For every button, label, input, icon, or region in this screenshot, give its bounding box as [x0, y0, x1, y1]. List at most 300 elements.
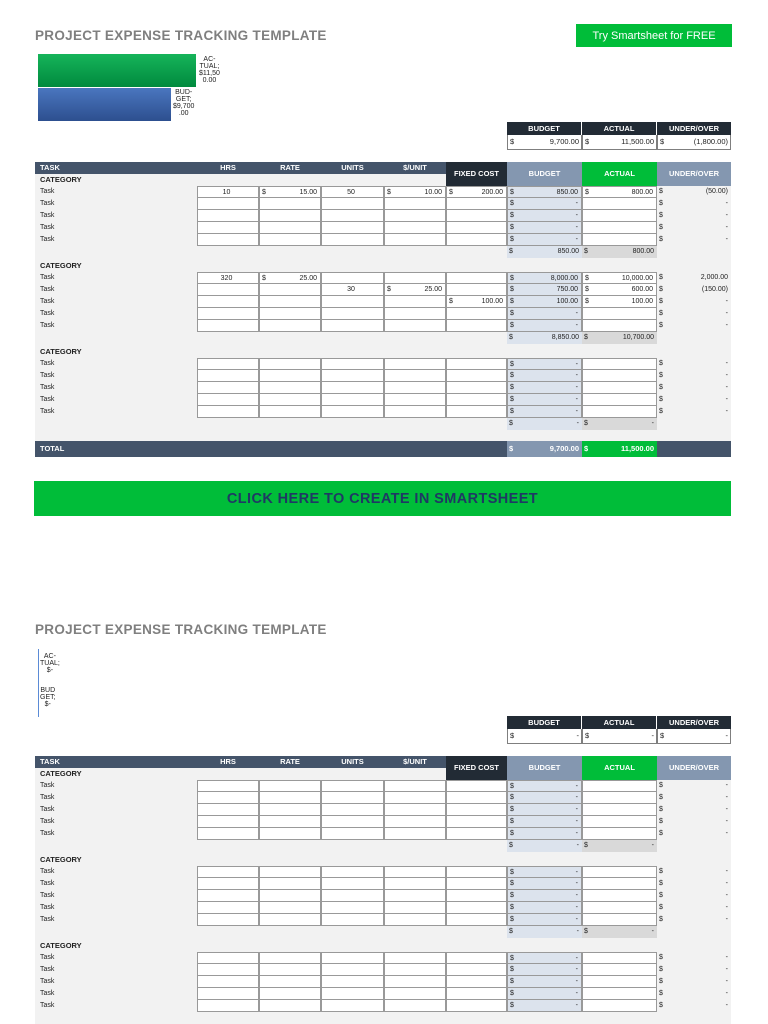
- unit-price-input[interactable]: [384, 382, 446, 394]
- units-input[interactable]: [321, 308, 384, 320]
- rate-input[interactable]: [259, 186, 321, 198]
- rate-input[interactable]: [259, 222, 321, 234]
- rate-input[interactable]: [259, 358, 321, 370]
- unit-price-input[interactable]: [384, 816, 446, 828]
- amount: -: [651, 928, 654, 935]
- table-row: [35, 394, 731, 406]
- amount: 9,700.00: [549, 444, 579, 453]
- currency-sign: $: [584, 248, 588, 255]
- currency-sign: $: [510, 224, 514, 231]
- page-title: PROJECT EXPENSE TRACKING TEMPLATE: [35, 28, 327, 43]
- expense-table: [35, 162, 731, 457]
- hrs-input[interactable]: [197, 358, 259, 370]
- under-over-cell: [657, 394, 731, 406]
- total-uo: [657, 441, 731, 457]
- hrs-input[interactable]: [197, 406, 259, 418]
- unit-price-input[interactable]: [384, 272, 446, 284]
- currency-sign: $: [659, 782, 663, 789]
- units-input[interactable]: [321, 222, 384, 234]
- fixed-cost-input[interactable]: [446, 902, 507, 914]
- fixed-cost-input[interactable]: [446, 866, 507, 878]
- rate-input[interactable]: [259, 828, 321, 840]
- rate-header: RATE: [259, 162, 321, 174]
- units-input[interactable]: [321, 792, 384, 804]
- table-row: [35, 296, 731, 308]
- units-input[interactable]: [321, 828, 384, 840]
- table-row: [35, 780, 731, 792]
- actual-input[interactable]: [582, 210, 657, 222]
- currency-sign: $: [659, 794, 663, 801]
- under-over-cell: [657, 210, 731, 222]
- units-input[interactable]: 30: [321, 284, 384, 296]
- fixed-cost-input[interactable]: [446, 186, 507, 198]
- rate-input[interactable]: [259, 914, 321, 926]
- hrs-input[interactable]: [197, 1000, 259, 1012]
- units-input[interactable]: [321, 914, 384, 926]
- unit-price-input[interactable]: [384, 222, 446, 234]
- fixed-cost-input[interactable]: [446, 816, 507, 828]
- hrs-input[interactable]: [197, 234, 259, 246]
- amount: -: [725, 200, 728, 207]
- fixed-cost-input[interactable]: [446, 358, 507, 370]
- currency-sign: $: [262, 275, 266, 282]
- amount: 10,000.00: [621, 275, 653, 282]
- actual-input[interactable]: [582, 394, 657, 406]
- subtotal-row: [35, 246, 731, 258]
- under-over-cell: [657, 902, 731, 914]
- amount: -: [725, 904, 728, 911]
- actual-input[interactable]: [582, 792, 657, 804]
- category-label: CATEGORY: [40, 769, 82, 778]
- actual-input[interactable]: [582, 976, 657, 988]
- actual-input[interactable]: [582, 828, 657, 840]
- currency-sign: $: [585, 189, 589, 196]
- under-over-cell: [657, 988, 731, 1000]
- table-row: [35, 902, 731, 914]
- units-input[interactable]: [321, 296, 384, 308]
- summary-actual-value: $ 11,500.00: [582, 135, 657, 150]
- fixed-cost-input[interactable]: [446, 964, 507, 976]
- fixed-cost-input[interactable]: [446, 370, 507, 382]
- currency-sign: $: [659, 396, 663, 403]
- actual-input[interactable]: [582, 370, 657, 382]
- units-input[interactable]: [321, 198, 384, 210]
- hrs-input[interactable]: [197, 804, 259, 816]
- amount: -: [575, 904, 578, 911]
- rate-input[interactable]: [259, 816, 321, 828]
- actual-bar-label-2: AC- TUAL; $-: [40, 653, 60, 674]
- amount: -: [575, 212, 578, 219]
- unit-price-input[interactable]: [384, 804, 446, 816]
- subtotal-actual: [582, 840, 657, 852]
- task-name: Task: [40, 224, 55, 231]
- under-over-cell: [657, 816, 731, 828]
- actual-input[interactable]: [582, 222, 657, 234]
- units-input[interactable]: [321, 964, 384, 976]
- try-smartsheet-button[interactable]: Try Smartsheet for FREE: [576, 24, 732, 47]
- fixed-cost-input[interactable]: [446, 890, 507, 902]
- task-name: Task: [40, 372, 55, 379]
- budget-cell: [507, 284, 582, 296]
- rate-input[interactable]: [259, 406, 321, 418]
- table-row: [35, 804, 731, 816]
- budget-cell: [507, 186, 582, 198]
- amount: -: [575, 322, 578, 329]
- unit-price-input[interactable]: [384, 828, 446, 840]
- rate-input[interactable]: [259, 866, 321, 878]
- actual-input[interactable]: [582, 358, 657, 370]
- actual-input[interactable]: [582, 804, 657, 816]
- actual-input[interactable]: [582, 866, 657, 878]
- units-input[interactable]: [321, 988, 384, 1000]
- unit-price-input[interactable]: [384, 198, 446, 210]
- hrs-input[interactable]: [197, 296, 259, 308]
- units-input[interactable]: [321, 210, 384, 222]
- actual-input[interactable]: [582, 902, 657, 914]
- fixed-cost-input[interactable]: [446, 296, 507, 308]
- currency-sign: $: [387, 189, 391, 196]
- budget-cell: [507, 792, 582, 804]
- units-input[interactable]: [321, 394, 384, 406]
- unit-price-input[interactable]: [384, 890, 446, 902]
- rate-input[interactable]: [259, 210, 321, 222]
- amount: -: [725, 782, 728, 789]
- under-over-cell: [657, 308, 731, 320]
- actual-input[interactable]: [582, 952, 657, 964]
- category-label: CATEGORY: [40, 941, 82, 950]
- unit-price-input[interactable]: [384, 964, 446, 976]
- task-name: Task: [40, 384, 55, 391]
- actual-input[interactable]: [582, 284, 657, 296]
- units-input[interactable]: [321, 272, 384, 284]
- hrs-input[interactable]: [197, 382, 259, 394]
- units-input[interactable]: [321, 816, 384, 828]
- actual-input[interactable]: [582, 198, 657, 210]
- unit-price-input[interactable]: [384, 952, 446, 964]
- currency-sign: $: [510, 916, 514, 923]
- currency-sign: $: [659, 286, 663, 293]
- unit-price-input[interactable]: [384, 914, 446, 926]
- task-name: Task: [40, 298, 55, 305]
- fixed-cost-input[interactable]: [446, 792, 507, 804]
- under-over-cell: [657, 234, 731, 246]
- unit-price-input[interactable]: [384, 866, 446, 878]
- table-row: [35, 284, 731, 296]
- table-row: [35, 964, 731, 976]
- fixed-cost-input[interactable]: [446, 382, 507, 394]
- category-label: CATEGORY: [40, 261, 82, 270]
- actual-input[interactable]: [582, 296, 657, 308]
- task-header: TASK: [35, 756, 197, 768]
- budget-header: BUDGET: [507, 162, 582, 186]
- subtotal-actual: [582, 332, 657, 344]
- actual-input[interactable]: [582, 964, 657, 976]
- rate-input[interactable]: [259, 780, 321, 792]
- fixed-cost-input[interactable]: [446, 988, 507, 1000]
- under-over-cell: [657, 878, 731, 890]
- units-input[interactable]: [321, 780, 384, 792]
- hrs-input[interactable]: [197, 976, 259, 988]
- rate-input[interactable]: [259, 878, 321, 890]
- actual-input[interactable]: [582, 406, 657, 418]
- rate-input[interactable]: [259, 382, 321, 394]
- currency-sign: $: [509, 420, 513, 427]
- fixed-cost-input[interactable]: [446, 804, 507, 816]
- amount: -: [575, 892, 578, 899]
- hrs-input[interactable]: [197, 866, 259, 878]
- unit-price-input[interactable]: [384, 792, 446, 804]
- rate-input[interactable]: [259, 234, 321, 246]
- currency-sign: $: [510, 880, 514, 887]
- fixed-cost-input[interactable]: [446, 1000, 507, 1012]
- actual-input[interactable]: [582, 890, 657, 902]
- amount: -: [725, 978, 728, 985]
- unit-price-input[interactable]: [384, 284, 446, 296]
- amount: -: [576, 420, 579, 427]
- units-input[interactable]: [321, 890, 384, 902]
- currency-sign: $: [659, 966, 663, 973]
- fixed-cost-input[interactable]: [446, 234, 507, 246]
- fixed-cost-input[interactable]: [446, 284, 507, 296]
- rate-input[interactable]: [259, 952, 321, 964]
- fixed-cost-input[interactable]: [446, 308, 507, 320]
- unit-price-input[interactable]: [384, 370, 446, 382]
- hrs-header: HRS: [197, 162, 259, 174]
- rate-input[interactable]: [259, 370, 321, 382]
- fixed-cost-input[interactable]: [446, 210, 507, 222]
- rate-input[interactable]: [259, 804, 321, 816]
- under-over-cell: [657, 406, 731, 418]
- rate-input[interactable]: [259, 988, 321, 1000]
- unit-price-input[interactable]: [384, 976, 446, 988]
- amount: -: [725, 298, 728, 305]
- unit-price-input[interactable]: [384, 210, 446, 222]
- actual-input[interactable]: [582, 186, 657, 198]
- fixed-cost-input[interactable]: [446, 222, 507, 234]
- hrs-input[interactable]: [197, 308, 259, 320]
- amount: -: [575, 361, 578, 368]
- table-row: [35, 988, 731, 1000]
- currency-sign: $: [659, 360, 663, 367]
- budget-cell: [507, 320, 582, 332]
- hrs-input[interactable]: [197, 780, 259, 792]
- actual-input[interactable]: [582, 382, 657, 394]
- unit-price-input[interactable]: [384, 1000, 446, 1012]
- rate-input[interactable]: [259, 272, 321, 284]
- fixed-cost-input[interactable]: [446, 394, 507, 406]
- units-header: UNITS: [321, 162, 384, 174]
- hrs-input[interactable]: 10: [197, 186, 259, 198]
- fixed-cost-input[interactable]: [446, 272, 507, 284]
- fixed-cost-input[interactable]: [446, 780, 507, 792]
- unit-price-input[interactable]: [384, 320, 446, 332]
- units-input[interactable]: 50: [321, 186, 384, 198]
- hrs-input[interactable]: [197, 914, 259, 926]
- currency-sign: $: [509, 444, 514, 453]
- hrs-input[interactable]: 320: [197, 272, 259, 284]
- units-input[interactable]: [321, 358, 384, 370]
- actual-input[interactable]: [582, 988, 657, 1000]
- unit-price-input[interactable]: [384, 234, 446, 246]
- hrs-input[interactable]: [197, 988, 259, 1000]
- rate-input[interactable]: [259, 964, 321, 976]
- hrs-input[interactable]: [197, 210, 259, 222]
- actual-input[interactable]: [582, 234, 657, 246]
- budget-cell: [507, 370, 582, 382]
- task-name: Task: [40, 990, 55, 997]
- amount: 25.00: [424, 286, 442, 293]
- rate-input[interactable]: [259, 394, 321, 406]
- amount: 10.00: [424, 189, 442, 196]
- units-input[interactable]: [321, 976, 384, 988]
- unit-price-input[interactable]: [384, 358, 446, 370]
- unit-price-input[interactable]: [384, 878, 446, 890]
- table-row: [35, 358, 731, 370]
- budget-header: BUDGET: [507, 756, 582, 780]
- hrs-input[interactable]: [197, 964, 259, 976]
- fixed-cost-input[interactable]: [446, 976, 507, 988]
- budget-cell: [507, 234, 582, 246]
- hrs-input[interactable]: [197, 816, 259, 828]
- hrs-input[interactable]: [197, 902, 259, 914]
- hrs-input[interactable]: [197, 320, 259, 332]
- unit-price-input[interactable]: [384, 902, 446, 914]
- amount: 800.00: [632, 248, 654, 255]
- task-name: Task: [40, 868, 55, 875]
- rate-input[interactable]: [259, 284, 321, 296]
- units-input[interactable]: [321, 878, 384, 890]
- under-over-cell: [657, 890, 731, 902]
- fixed-cost-input[interactable]: [446, 198, 507, 210]
- create-in-smartsheet-link[interactable]: CLICK HERE TO CREATE IN SMARTSHEET: [34, 481, 731, 516]
- amount: -: [575, 916, 578, 923]
- amount: (50.00): [705, 188, 728, 195]
- units-input[interactable]: [321, 234, 384, 246]
- unit-price-input[interactable]: [384, 406, 446, 418]
- task-name: Task: [40, 310, 55, 317]
- hrs-input[interactable]: [197, 198, 259, 210]
- task-name: Task: [40, 880, 55, 887]
- rate-input[interactable]: [259, 296, 321, 308]
- subtotal-row: [35, 1012, 731, 1024]
- under-over-cell: [657, 1000, 731, 1012]
- currency-sign: $: [584, 420, 588, 427]
- amount: -: [725, 880, 728, 887]
- amount: -: [575, 990, 578, 997]
- currency-sign: $: [510, 783, 514, 790]
- amount: -: [725, 310, 728, 317]
- units-input[interactable]: [321, 804, 384, 816]
- currency-sign: $: [510, 408, 514, 415]
- rate-input[interactable]: [259, 320, 321, 332]
- actual-input[interactable]: [582, 914, 657, 926]
- currency-sign: $: [510, 212, 514, 219]
- amount: -: [575, 310, 578, 317]
- budget-cell: [507, 406, 582, 418]
- actual-input[interactable]: [582, 780, 657, 792]
- actual-input[interactable]: [582, 878, 657, 890]
- currency-sign: $: [584, 334, 588, 341]
- rate-input[interactable]: [259, 890, 321, 902]
- hrs-input[interactable]: [197, 284, 259, 296]
- units-input[interactable]: [321, 952, 384, 964]
- currency-sign: $: [659, 212, 663, 219]
- amount: -: [575, 783, 578, 790]
- rate-input[interactable]: [259, 976, 321, 988]
- summary-uo-header: UNDER/OVER: [657, 122, 731, 135]
- task-name: Task: [40, 1002, 55, 1009]
- unit-price-input[interactable]: [384, 988, 446, 1000]
- unit-price-input[interactable]: [384, 296, 446, 308]
- unit-price-input[interactable]: [384, 308, 446, 320]
- units-input[interactable]: [321, 382, 384, 394]
- hrs-input[interactable]: [197, 890, 259, 902]
- actual-input[interactable]: [582, 308, 657, 320]
- actual-input[interactable]: [582, 320, 657, 332]
- fixed-cost-input[interactable]: [446, 952, 507, 964]
- currency-sign: $: [584, 842, 588, 849]
- hrs-input[interactable]: [197, 792, 259, 804]
- units-input[interactable]: [321, 902, 384, 914]
- hrs-input[interactable]: [197, 394, 259, 406]
- currency-sign: $: [659, 904, 663, 911]
- currency-sign: $: [659, 224, 663, 231]
- amount: -: [651, 420, 654, 427]
- unit-price-input[interactable]: [384, 186, 446, 198]
- amount: 750.00: [556, 286, 578, 293]
- amount: -: [725, 806, 728, 813]
- units-input[interactable]: [321, 406, 384, 418]
- units-input[interactable]: [321, 866, 384, 878]
- fixed-cost-input[interactable]: [446, 828, 507, 840]
- amount: -: [725, 360, 728, 367]
- rate-input[interactable]: [259, 308, 321, 320]
- hrs-input[interactable]: [197, 828, 259, 840]
- currency-sign: $: [449, 189, 453, 196]
- unit-price-input[interactable]: [384, 780, 446, 792]
- under-over-cell: [657, 284, 731, 296]
- currency-sign: $: [659, 384, 663, 391]
- amount: 8,000.00: [550, 275, 578, 282]
- fixed-cost-input[interactable]: [446, 406, 507, 418]
- rate-input[interactable]: [259, 792, 321, 804]
- under-over-cell: [657, 914, 731, 926]
- hrs-input[interactable]: [197, 222, 259, 234]
- actual-input[interactable]: [582, 816, 657, 828]
- units-input[interactable]: [321, 1000, 384, 1012]
- unit-price-input[interactable]: [384, 394, 446, 406]
- rate-input[interactable]: [259, 1000, 321, 1012]
- hrs-input[interactable]: [197, 370, 259, 382]
- rate-input[interactable]: [259, 198, 321, 210]
- fixed-cost-input[interactable]: [446, 878, 507, 890]
- units-input[interactable]: [321, 370, 384, 382]
- rate-input[interactable]: [259, 902, 321, 914]
- fixed-cost-input[interactable]: [446, 914, 507, 926]
- actual-input[interactable]: [582, 272, 657, 284]
- actual-input[interactable]: [582, 1000, 657, 1012]
- hrs-input[interactable]: [197, 878, 259, 890]
- summary-actual-header: ACTUAL: [582, 716, 657, 729]
- budget-cell: [507, 816, 582, 828]
- fixed-cost-input[interactable]: [446, 320, 507, 332]
- summary-box-2: [507, 716, 731, 744]
- subtotal-budget: [507, 418, 582, 430]
- table-row: [35, 828, 731, 840]
- currency-sign: $: [659, 818, 663, 825]
- units-input[interactable]: [321, 320, 384, 332]
- hrs-input[interactable]: [197, 952, 259, 964]
